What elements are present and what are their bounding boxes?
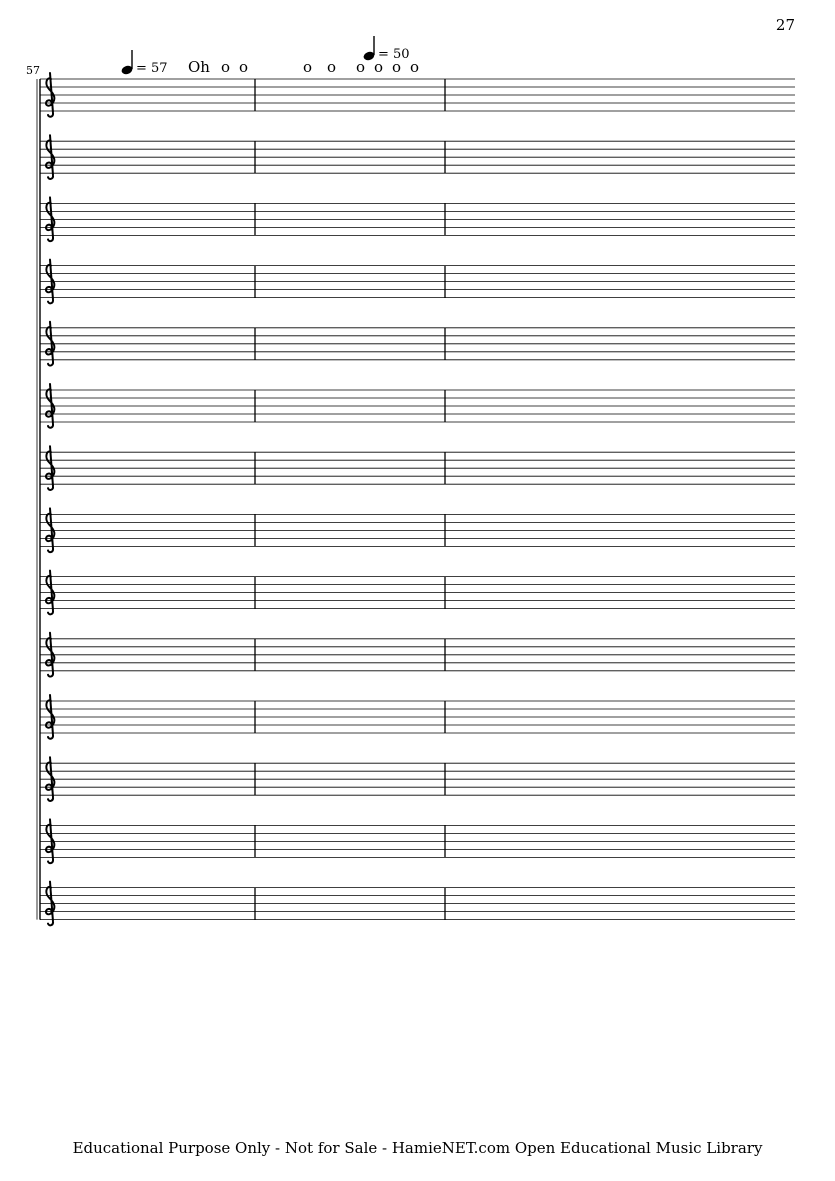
staff xyxy=(40,446,795,490)
staff xyxy=(40,384,795,428)
staff xyxy=(40,135,795,179)
lyric-syllable: Oh xyxy=(188,58,210,76)
lyric-syllable: o xyxy=(392,58,402,76)
tempo-text: = 57 xyxy=(136,61,168,76)
staff xyxy=(40,757,795,801)
staff xyxy=(40,695,795,739)
tempo-text: = 50 xyxy=(378,47,410,62)
lyric-syllable: o xyxy=(356,58,366,76)
staff xyxy=(40,819,795,863)
staff xyxy=(40,508,795,552)
staff xyxy=(40,322,795,366)
staff xyxy=(40,73,795,117)
measure-number: 57 xyxy=(26,64,40,77)
staff xyxy=(40,633,795,677)
lyric-syllable: o xyxy=(410,58,420,76)
staff xyxy=(40,260,795,304)
footer-notice: Educational Purpose Only - Not for Sale - HamieNET.com Open Educational Music Library xyxy=(72,1139,763,1157)
lyric-syllable: o xyxy=(374,58,384,76)
staff xyxy=(40,571,795,615)
lyric-syllable: o xyxy=(327,58,337,76)
staff xyxy=(40,197,795,241)
page-number: 27 xyxy=(775,16,795,34)
lyric-syllable: o xyxy=(221,58,231,76)
lyric-syllable: o xyxy=(303,58,313,76)
staff xyxy=(40,882,795,926)
lyric-syllable: o xyxy=(239,58,249,76)
